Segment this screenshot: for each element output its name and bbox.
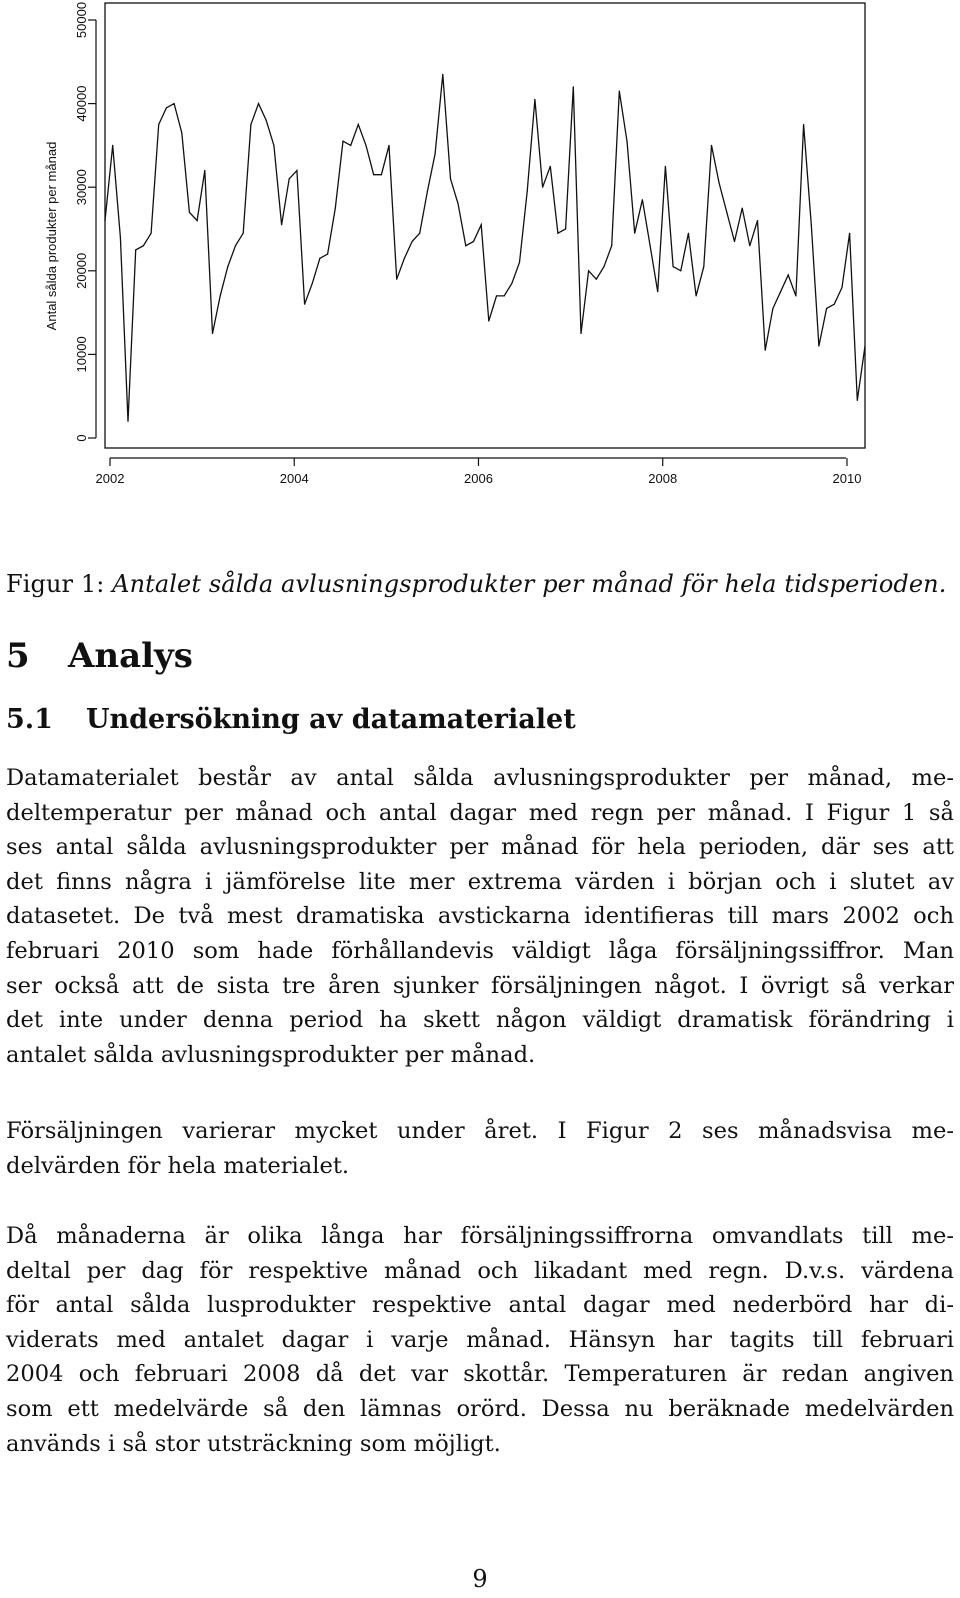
data-point [365,145,366,146]
paragraph-2 [6,1114,954,1183]
data-point [373,174,374,175]
data-point [542,187,543,188]
subsection-title: Undersökning av datamaterialet [86,704,576,735]
data-point [273,145,274,146]
data-point [619,91,620,92]
data-point [197,220,198,221]
data-point [181,132,182,133]
data-point [304,304,305,305]
data-point [811,224,812,225]
data-point [319,258,320,259]
paragraph-line: datasetet. De två mest dramatiska avstickarna identifieras till mars 2002 och [6,903,954,930]
x-tick-label: 2004 [279,471,309,486]
data-point [243,233,244,234]
data-point [711,145,712,146]
x-tick-label: 2006 [464,471,493,486]
data-point [626,141,627,142]
data-point [734,241,735,242]
x-tick-label: 2010 [832,471,862,486]
sales-line-chart [0,0,960,500]
data-point [557,233,558,234]
data-point [757,220,758,221]
data-point [465,245,466,246]
data-point [765,350,766,351]
data-point [726,212,727,213]
data-point [473,241,474,242]
data-point [795,295,796,296]
plot-frame [105,3,865,448]
data-point [665,166,666,167]
section-heading [6,636,193,676]
paragraph-line: deltemperatur per månad och antal dagar med regn per månad. I Figur 1 så [6,799,954,826]
data-point [481,224,482,225]
data-point [143,245,144,246]
data-point [496,295,497,296]
data-point [841,287,842,288]
data-point [527,191,528,192]
data-point [673,266,674,267]
data-point [849,233,850,234]
data-point [220,295,221,296]
figure-caption [6,570,946,598]
section-title: Analys [68,636,193,676]
data-point [151,233,152,234]
caption-text: Antalet sålda avlusningsprodukter per månad för hela tidsperioden. [112,570,947,598]
data-point [565,228,566,229]
data-point [696,295,697,296]
caption-label: Figur 1: [6,570,105,598]
data-point [327,254,328,255]
data-point [158,124,159,125]
x-tick-label: 2008 [648,471,678,486]
data-point [642,199,643,200]
series-line [105,74,865,421]
data-point [742,208,743,209]
data-point [450,178,451,179]
data-point [550,166,551,167]
paragraph-line: Då månaderna är olika långa har försäljningssiffrorna omvandlats till me- [6,1223,954,1249]
data-point [573,86,574,87]
data-point [120,237,121,238]
data-point [427,191,428,192]
series-points [104,74,865,422]
data-point [680,270,681,271]
data-point [650,245,651,246]
data-point [780,291,781,292]
data-point [127,421,128,422]
y-tick-label: 10000 [74,336,89,373]
y-tick-label: 0 [74,434,89,442]
paragraph-line: Försäljningen varierar mycket under året. I Figur 2 ses månadsvisa me- [6,1118,954,1144]
data-point [818,345,819,346]
y-axis-label: Antal sålda produkter per månad [44,141,59,331]
data-point [580,333,581,334]
data-point [381,174,382,175]
data-point [174,103,175,104]
data-point [442,74,443,75]
paragraph-line: det finns några i jämförelse lite mer extrema värden i början och i slutet av [6,868,954,895]
data-point [296,170,297,171]
paragraph-line: februari 2010 som hade förhållandevis väldigt låga försäljningssiffror. Man [6,937,954,964]
data-point [281,224,282,225]
data-point [749,245,750,246]
paragraph-line: används i så stor utsträckning som möjligt. [6,1430,501,1457]
paragraph-line: för antal sålda lusprodukter respektive antal dagar med nederbörd har di- [6,1292,954,1319]
data-point [258,103,259,104]
data-point [388,145,389,146]
paragraph-3 [6,1219,954,1461]
y-ticks [74,2,96,442]
data-point [135,249,136,250]
data-point [488,320,489,321]
data-point [864,345,865,346]
paragraph-line: ser också att de sista tre åren sjunker försäljningen något. I övrigt så verkar [6,972,954,999]
y-tick-label: 50000 [74,1,89,39]
data-point [266,120,267,121]
data-point [335,208,336,209]
section-number: 5 [6,636,30,676]
data-point [312,283,313,284]
data-point [112,145,113,146]
data-point [289,178,290,179]
data-point [104,220,105,221]
data-point [803,124,804,125]
paragraph-line: viderats med antalet dagar i varje månad. Hänsyn har tagits till februari [6,1326,954,1353]
data-point [834,304,835,305]
data-point [634,233,635,234]
data-point [826,308,827,309]
data-point [857,400,858,401]
data-point [235,245,236,246]
paragraph-line: Datamaterialet består av antal sålda avlusningsprodukter per månad, me- [6,765,954,791]
paragraph-line: ses antal sålda avlusningsprodukter per månad för hela perioden, där ses att [6,834,954,861]
paragraph-line: det inte under denna period ha skett någon väldigt dramatisk förändring i [6,1007,954,1034]
data-point [511,283,512,284]
page-number: 9 [472,1565,488,1593]
data-point [772,308,773,309]
data-point [719,182,720,183]
data-point [412,241,413,242]
paragraph-line: antalet sålda avlusningsprodukter per månad. [6,1041,536,1068]
data-point [603,266,604,267]
data-point [588,270,589,271]
data-point [404,258,405,259]
data-point [458,203,459,204]
subsection-heading [6,704,576,735]
data-point [212,333,213,334]
y-tick-label: 30000 [74,169,89,206]
data-point [419,233,420,234]
data-point [657,291,658,292]
y-tick-label: 40000 [74,85,89,122]
paragraph-1 [6,761,954,1072]
data-point [688,233,689,234]
data-point [435,153,436,154]
data-point [611,245,612,246]
paragraph-line: som ett medelvärde så den lämnas orörd. Dessa nu beräknade medelvärden [6,1395,954,1422]
paragraph-line: 2004 och februari 2008 då det var skottår. Temperaturen är redan angiven [6,1361,954,1388]
x-tick-label: 2002 [95,471,125,486]
data-point [534,99,535,100]
data-point [250,124,251,125]
data-point [227,266,228,267]
subsection-number: 5.1 [6,704,53,735]
data-point [396,279,397,280]
data-point [596,279,597,280]
data-point [504,295,505,296]
paragraph-line: deltal per dag för respektive månad och likadant med regn. D.v.s. värdena [6,1257,954,1284]
data-point [342,141,343,142]
data-point [189,212,190,213]
paragraph-line: delvärden för hela materialet. [6,1152,350,1179]
data-point [204,170,205,171]
data-point [166,107,167,108]
data-point [350,145,351,146]
data-point [519,262,520,263]
data-point [703,266,704,267]
data-point [788,274,789,275]
data-point [358,124,359,125]
x-ticks [96,458,862,486]
y-tick-label: 20000 [74,252,89,289]
